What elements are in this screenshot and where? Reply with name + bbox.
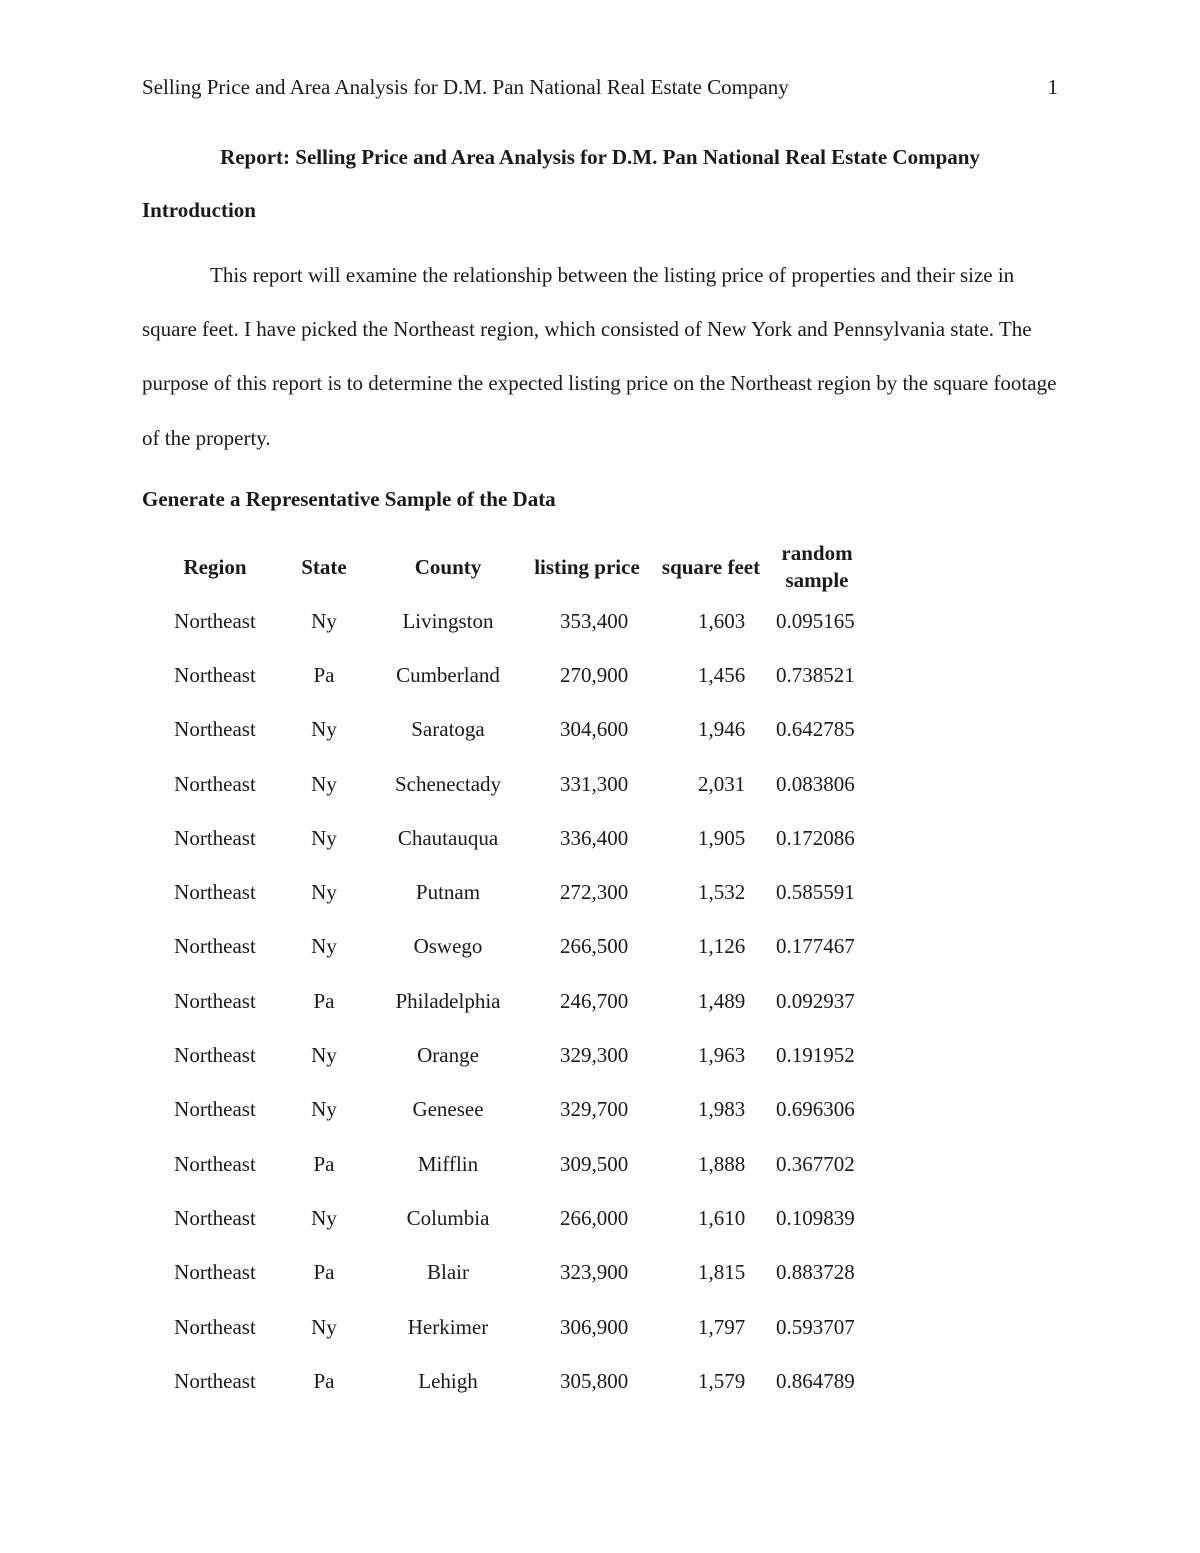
cell-square-feet [656, 974, 766, 1028]
cell-listing-price [518, 1354, 656, 1408]
table-body [160, 594, 868, 1408]
cell-region: Northeast [174, 1205, 256, 1230]
cell-state: Ny [311, 1314, 337, 1339]
cell-random-sample [766, 1300, 868, 1354]
table-row [160, 757, 868, 811]
cell-random-sample [766, 1354, 868, 1408]
cell-state: Pa [313, 988, 335, 1013]
cell-random-sample-value: 0.109839 [776, 1205, 855, 1230]
cell-random-sample [766, 648, 868, 702]
cell-listing-price-value: 336,400 [560, 825, 629, 850]
cell-state: Ny [311, 771, 337, 796]
cell-region: Northeast [174, 608, 256, 633]
cell-square-feet [656, 865, 766, 919]
cell-square-feet-value: 1,797 [698, 1314, 746, 1339]
cell-random-sample [766, 1191, 868, 1245]
header-state [270, 540, 378, 594]
cell-region: Northeast [174, 662, 256, 687]
table-row [160, 1083, 868, 1137]
cell-state: Ny [311, 934, 337, 959]
cell-square-feet [656, 920, 766, 974]
cell-listing-price [518, 648, 656, 702]
cell-square-feet-value: 1,946 [698, 717, 746, 742]
cell-region: Northeast [174, 934, 256, 959]
cell-state: Ny [311, 1043, 337, 1068]
cell-square-feet-value: 1,456 [698, 662, 746, 687]
cell-region: Northeast [174, 880, 256, 905]
header-random-sample: random sample [781, 541, 853, 592]
cell-region: Northeast [174, 1043, 256, 1068]
cell-random-sample-value: 0.738521 [776, 662, 855, 687]
cell-square-feet [656, 1354, 766, 1408]
cell-square-feet [656, 757, 766, 811]
cell-random-sample [766, 865, 868, 919]
cell-region: Northeast [174, 717, 256, 742]
cell-square-feet [656, 1083, 766, 1137]
cell-listing-price [518, 1300, 656, 1354]
cell-region: Northeast [174, 771, 256, 796]
cell-listing-price [518, 920, 656, 974]
table-row [160, 1300, 868, 1354]
cell-state: Pa [313, 662, 335, 687]
cell-random-sample-value: 0.191952 [776, 1043, 855, 1068]
table-row [160, 648, 868, 702]
cell-listing-price [518, 594, 656, 648]
cell-listing-price [518, 1083, 656, 1137]
cell-state: Ny [311, 717, 337, 742]
cell-square-feet-value: 1,489 [698, 988, 746, 1013]
cell-region: Northeast [174, 988, 256, 1013]
cell-listing-price [518, 865, 656, 919]
cell-listing-price-value: 331,300 [560, 771, 629, 796]
header-listing-price: listing price [534, 554, 640, 579]
cell-listing-price-value: 304,600 [560, 717, 629, 742]
table-row [160, 1137, 868, 1191]
cell-random-sample [766, 1083, 868, 1137]
cell-random-sample [766, 757, 868, 811]
cell-square-feet-value: 1,815 [698, 1260, 746, 1285]
cell-state: Ny [311, 825, 337, 850]
cell-county: Herkimer [407, 1314, 489, 1339]
cell-square-feet-value: 1,126 [698, 934, 746, 959]
cell-county: Mifflin [417, 1151, 479, 1176]
cell-square-feet [656, 1300, 766, 1354]
cell-random-sample-value: 0.696306 [776, 1097, 855, 1122]
introduction-paragraph: This report will examine the relationship between the listing price of properties and their size in square feet. I have picked the Northeast region, which consisted of New York and Pennsylvania state. The purpose of this report is to determine the expected listing price on the Northeast region by the square footage of the property. [142, 263, 1057, 450]
cell-square-feet-value: 1,603 [698, 608, 746, 633]
cell-listing-price [518, 703, 656, 757]
cell-region: Northeast [174, 825, 256, 850]
cell-county: Philadelphia [395, 988, 501, 1013]
cell-county: Oswego [413, 934, 483, 959]
cell-listing-price [518, 974, 656, 1028]
cell-random-sample [766, 974, 868, 1028]
cell-listing-price-value: 272,300 [560, 880, 629, 905]
cell-listing-price-value: 329,700 [560, 1097, 629, 1122]
table-row [160, 920, 868, 974]
cell-listing-price [518, 1028, 656, 1082]
table-row [160, 1246, 868, 1300]
cell-random-sample [766, 920, 868, 974]
cell-random-sample [766, 594, 868, 648]
cell-region: Northeast [174, 1151, 256, 1176]
cell-square-feet-value: 1,963 [698, 1043, 746, 1068]
cell-random-sample-value: 0.585591 [776, 880, 855, 905]
introduction-heading: Introduction [142, 198, 256, 222]
cell-random-sample-value: 0.864789 [776, 1368, 855, 1393]
cell-state: Pa [313, 1260, 335, 1285]
header-county: County [414, 554, 482, 579]
cell-listing-price [518, 1137, 656, 1191]
cell-random-sample-value: 0.642785 [776, 717, 855, 742]
cell-listing-price [518, 1191, 656, 1245]
cell-square-feet-value: 1,905 [698, 825, 746, 850]
sample-heading: Generate a Representative Sample of the Data [142, 487, 556, 511]
cell-random-sample-value: 0.177467 [776, 934, 855, 959]
cell-square-feet-value: 1,610 [698, 1205, 746, 1230]
cell-listing-price-value: 306,900 [560, 1314, 629, 1339]
cell-square-feet [656, 1191, 766, 1245]
cell-county: Livingston [402, 608, 494, 633]
cell-county: Lehigh [418, 1368, 478, 1393]
cell-listing-price-value: 305,800 [560, 1368, 629, 1393]
header-region: Region [183, 554, 247, 579]
cell-state: Pa [313, 1151, 335, 1176]
table-row [160, 1354, 868, 1408]
cell-listing-price-value: 246,700 [560, 988, 629, 1013]
cell-random-sample [766, 811, 868, 865]
cell-random-sample-value: 0.593707 [776, 1314, 855, 1339]
cell-listing-price-value: 266,500 [560, 934, 629, 959]
cell-random-sample-value: 0.367702 [776, 1151, 855, 1176]
cell-region: Northeast [174, 1314, 256, 1339]
cell-state: Ny [311, 880, 337, 905]
table-row [160, 703, 868, 757]
cell-random-sample [766, 1137, 868, 1191]
cell-random-sample-value: 0.095165 [776, 608, 855, 633]
cell-listing-price-value: 270,900 [560, 662, 629, 687]
cell-random-sample-value: 0.083806 [776, 771, 855, 796]
cell-region: Northeast [174, 1260, 256, 1285]
cell-square-feet [656, 1028, 766, 1082]
cell-listing-price-value: 309,500 [560, 1151, 629, 1176]
cell-random-sample [766, 1028, 868, 1082]
cell-random-sample [766, 1246, 868, 1300]
running-head [142, 72, 1058, 102]
header-state-label: State [301, 554, 347, 579]
report-title: Report: Selling Price and Area Analysis for D.M. Pan National Real Estate Company [220, 145, 980, 169]
cell-listing-price [518, 1246, 656, 1300]
cell-county: Blair [427, 1260, 469, 1285]
sample-data-table [160, 540, 868, 1408]
cell-county: Saratoga [411, 717, 485, 742]
cell-square-feet-value: 2,031 [698, 771, 746, 796]
cell-listing-price-value: 323,900 [560, 1260, 629, 1285]
cell-county: Putnam [415, 880, 481, 905]
cell-county: Columbia [406, 1205, 490, 1230]
cell-county: Orange [417, 1043, 479, 1068]
cell-listing-price [518, 757, 656, 811]
cell-listing-price-value: 353,400 [560, 608, 629, 633]
cell-square-feet [656, 648, 766, 702]
cell-random-sample-value: 0.883728 [776, 1260, 855, 1285]
cell-county: Genesee [412, 1097, 484, 1122]
cell-county: Schenectady [394, 771, 502, 796]
table-header-row [160, 540, 868, 594]
table-row [160, 1191, 868, 1245]
cell-state: Ny [311, 608, 337, 633]
cell-state: Pa [313, 1368, 335, 1393]
cell-county: Cumberland [396, 662, 500, 687]
running-head-title: Selling Price and Area Analysis for D.M. Pan National Real Estate Company [142, 75, 789, 99]
cell-listing-price-value: 329,300 [560, 1043, 629, 1068]
cell-state: Ny [311, 1097, 337, 1122]
cell-square-feet [656, 703, 766, 757]
cell-region: Northeast [174, 1368, 256, 1393]
cell-region: Northeast [174, 1097, 256, 1122]
cell-random-sample [766, 703, 868, 757]
table-row [160, 865, 868, 919]
cell-listing-price-value: 266,000 [560, 1205, 629, 1230]
cell-square-feet [656, 594, 766, 648]
page-number: 1 [1047, 75, 1058, 99]
cell-square-feet [656, 811, 766, 865]
table-row [160, 594, 868, 648]
cell-random-sample-value: 0.092937 [776, 988, 855, 1013]
table-row [160, 974, 868, 1028]
header-square-feet: square feet [661, 554, 761, 579]
cell-square-feet-value: 1,579 [698, 1368, 746, 1393]
cell-square-feet-value: 1,983 [698, 1097, 746, 1122]
cell-county: Chautauqua [397, 825, 499, 850]
table-row [160, 811, 868, 865]
cell-listing-price [518, 811, 656, 865]
table-row [160, 1028, 868, 1082]
cell-square-feet-value: 1,532 [698, 880, 746, 905]
cell-state: Ny [311, 1205, 337, 1230]
cell-random-sample-value: 0.172086 [776, 825, 855, 850]
cell-square-feet [656, 1246, 766, 1300]
cell-square-feet-value: 1,888 [698, 1151, 746, 1176]
cell-square-feet [656, 1137, 766, 1191]
